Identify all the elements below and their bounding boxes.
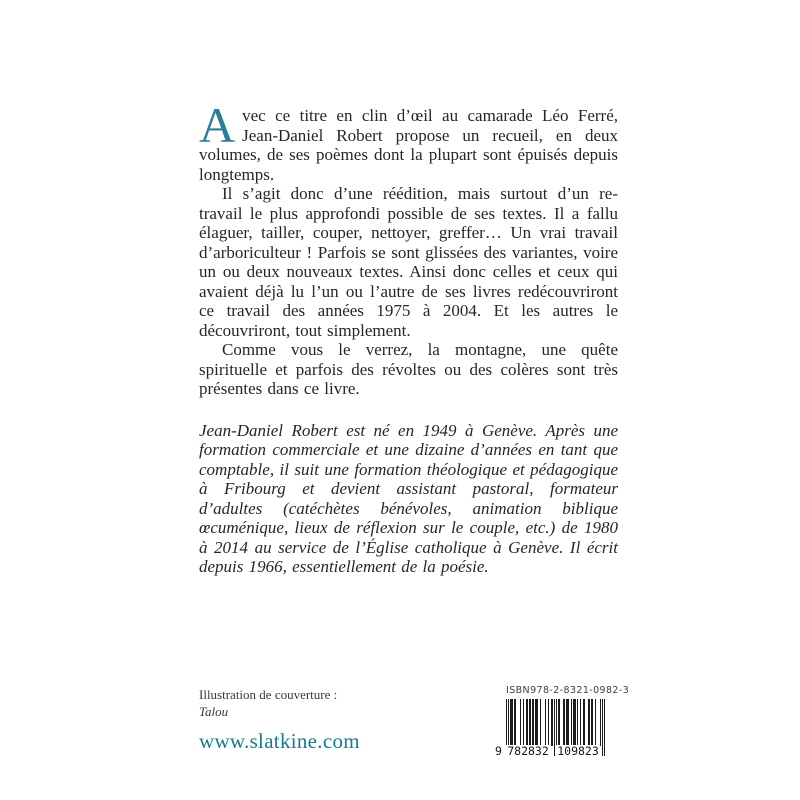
paragraph-themes: Comme vous le verrez, la montagne, une quête spirituelle et parfois des révoltes ou des colères sont très présentes dans ce livre. (199, 340, 618, 398)
blurb-text-block (199, 97, 618, 577)
paragraph-intro-text: vec ce titre en clin d’œil au camarade Léo Ferré, Jean-Daniel Robert propose un recueil, en deux volumes, de ses poèmes dont la plupart sont épuisés depuis longtemps. (199, 106, 618, 184)
credit-illustrator-name: Talou (199, 704, 229, 719)
cover-illustration-credit (199, 686, 337, 720)
isbn-barcode-block (495, 685, 630, 758)
ean13-digit-left: 9 (495, 744, 502, 758)
author-bio: Jean-Daniel Robert est né en 1949 à Genève. Après une formation commerciale et une dizaine d’années en tant que comptable, il suit une formation théologique et pédagogique à Fribourg et devient assistant pastoral, formateur d’adultes (catéchètes bénévoles, animation biblique œcuménique, lieux de réflexion sur le couple, etc.) de 1980 à 2014 au service de l’Église catholique à Genève. Il écrit depuis 1966, essentiellement de la poésie. (199, 420, 618, 576)
isbn-label: ISBN (506, 685, 531, 696)
ean13-digits (495, 745, 600, 757)
isbn-number: 978-2-8321-0982-3 (530, 685, 630, 696)
ean13-digit-group-1: 782832 (505, 745, 551, 757)
credit-label: Illustration de couverture : (199, 687, 338, 702)
paragraph-reedition: Il s’agit donc d’une réédition, mais surtout d’un re-travail le plus approfondi possible de ses textes. Il a fallu élaguer, tailler, couper, nettoyer, greffer… Un vrai travail d’arboriculteur ! Parfois se sont glissées des variantes, voire un ou deux nouveaux textes. Ainsi donc celles et ceux qui avaient déjà lu l’un ou l’autre de ses livres redécouvriront ce travail des années 1975 à 2004. Et les autres le découvriront, tout simplement. (199, 184, 618, 340)
isbn-line (506, 685, 630, 696)
publisher-website: www.slatkine.com (199, 729, 360, 753)
drop-cap-letter: A (199, 97, 236, 153)
paragraph-intro (199, 97, 618, 184)
ean13-digit-group-2: 109823 (557, 744, 599, 758)
ean13-barcode (495, 699, 607, 758)
